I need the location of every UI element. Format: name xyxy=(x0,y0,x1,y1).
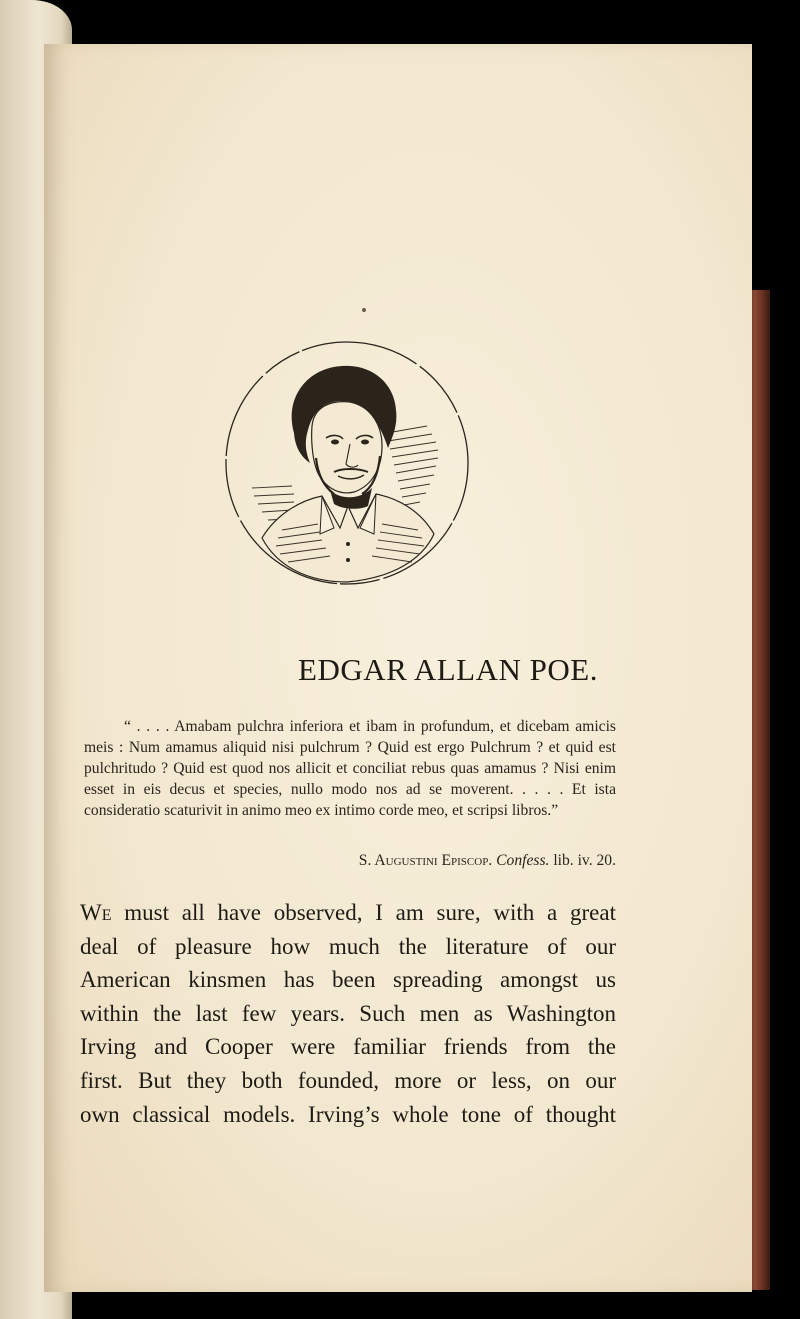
portrait-engraving xyxy=(222,338,472,588)
body-line-text: own classical models. Irving’s whole tone of thought xyxy=(80,1101,616,1127)
epigraph-attribution xyxy=(84,852,616,870)
body-line xyxy=(80,896,616,930)
epigraph-text: “ . . . . Amabam pulchra inferiora et ibam in profundum, et dicebam amicis meis : Num amamus aliquid nisi pulchrum ? Quid est ergo Pulchrum ? et quid est pulchritudo ? Quid est quod nos allicit et conciliat rebus quas amamus ? Nisi enim esset in eis decus et species, nullo modo nos ad se moverent. . . . . Et ista consideratio scaturivit in animo meo ex intimo corde meo, et scripsi libros.” xyxy=(84,718,616,819)
body-line-text: first. But they both founded, more or less, on our xyxy=(80,1067,616,1093)
body-line xyxy=(80,930,616,964)
body-line-text: Irving and Cooper were familiar friends from the xyxy=(80,1034,616,1060)
attribution-work: Confess. xyxy=(496,852,550,869)
body-line xyxy=(80,1098,616,1132)
paper-speck xyxy=(362,308,366,312)
body-line xyxy=(80,1030,616,1064)
body-paragraph xyxy=(80,896,616,1131)
body-line-text: deal of pleasure how much the literature of our xyxy=(80,933,616,959)
body-line xyxy=(80,1064,616,1098)
body-line-text: must all have observed, I am sure, with a great xyxy=(111,900,616,925)
chapter-title: EDGAR ALLAN POE. xyxy=(298,652,598,687)
drop-word: We xyxy=(80,900,112,925)
body-line-text: American kinsmen has been spreading amongst us xyxy=(80,967,616,993)
latin-epigraph xyxy=(84,716,616,821)
body-line xyxy=(80,997,616,1031)
book-page xyxy=(44,44,752,1292)
attribution-author: S. Augustini Episcop. xyxy=(358,852,493,869)
body-line xyxy=(80,963,616,997)
attribution-ref: lib. iv. 20. xyxy=(553,852,616,869)
body-line-text: within the last few years. Such men as Washington xyxy=(80,1000,616,1026)
